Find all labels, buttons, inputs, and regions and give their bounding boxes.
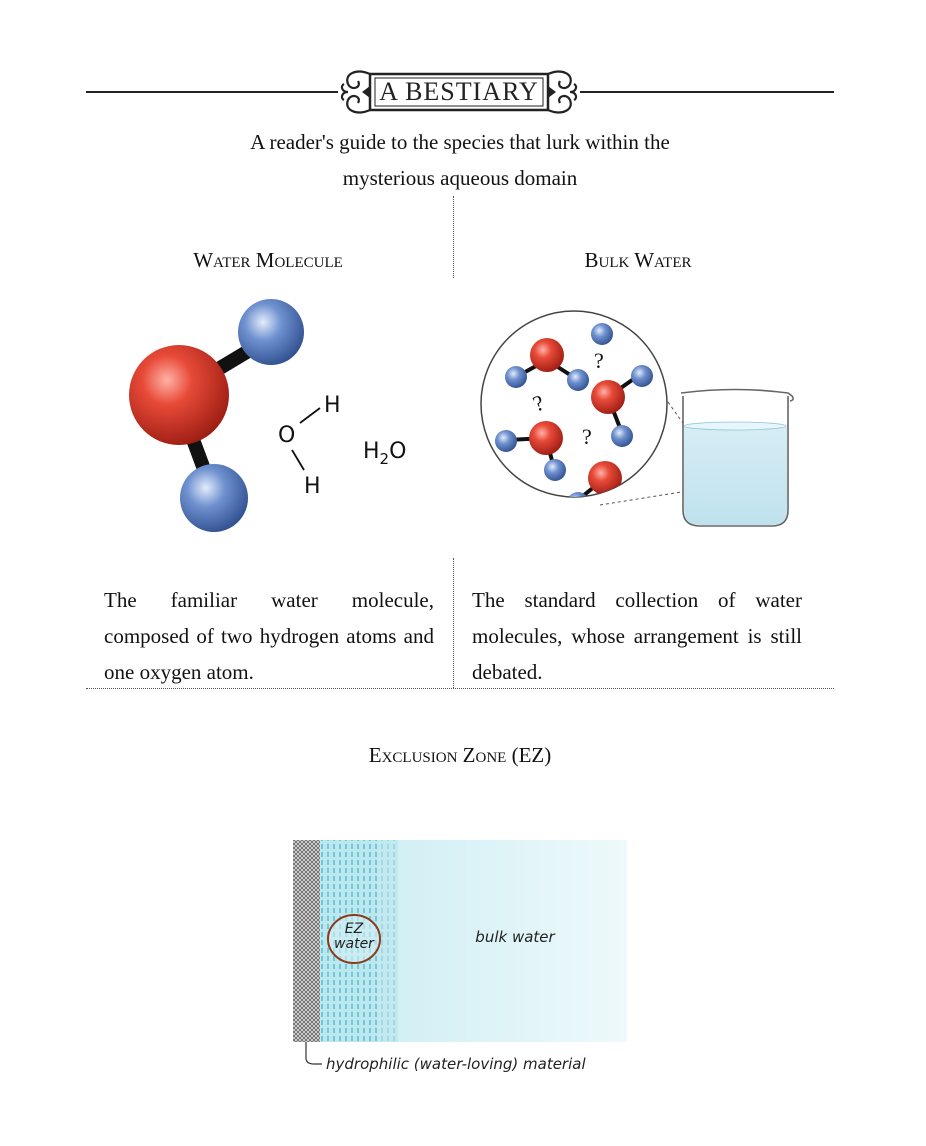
question-mark-1: ? [594, 348, 604, 373]
oxygen-atom [129, 345, 229, 445]
subtitle-line-2: mysterious aqueous domain [342, 166, 578, 190]
hydrophilic-material-label: hydrophilic (water-loving) material [326, 1055, 586, 1073]
formula-h-top: H [324, 393, 341, 418]
formula-h-bottom: H [304, 474, 321, 499]
banner-rule-right [580, 91, 834, 93]
formula-h2o: $H_2O$ [363, 439, 407, 468]
subtitle-line-1: A reader's guide to the species that lurk within the [250, 130, 670, 154]
magnified-view [481, 311, 667, 497]
banner-title: A BESTIARY [379, 77, 539, 106]
column-divider-bottom [453, 558, 454, 688]
water-molecule-caption: The familiar water molecule, composed of two hydrogen atoms and one oxygen atom. [104, 588, 434, 684]
column-divider-top [453, 196, 454, 278]
bulk-water-title: Bulk Water [584, 248, 692, 272]
page-subtitle [160, 124, 760, 196]
ez-label-line-1: EZ [344, 921, 364, 937]
exclusion-zone-diagram [278, 820, 643, 1085]
bulk-water-label: bulk water [475, 928, 555, 946]
question-mark-2: ? [529, 389, 548, 417]
exclusion-zone-title: Exclusion Zone (EZ) [368, 743, 552, 767]
banner-rule-left [86, 91, 338, 93]
water-molecule-illustration [90, 290, 450, 555]
water-molecule-title: Water Molecule [193, 248, 343, 272]
hydrogen-atom-top [238, 299, 304, 365]
hydrophilic-material [293, 840, 320, 1042]
bulk-water-illustration [470, 300, 820, 555]
formula-o: O [278, 423, 296, 448]
question-mark-3: ? [582, 424, 592, 449]
hydrogen-atom-bottom [180, 464, 248, 532]
ez-label-line-2: water [334, 936, 374, 952]
bulk-water-caption: The standard collection of water molecules, whose arrangement is still debated. [472, 588, 802, 684]
